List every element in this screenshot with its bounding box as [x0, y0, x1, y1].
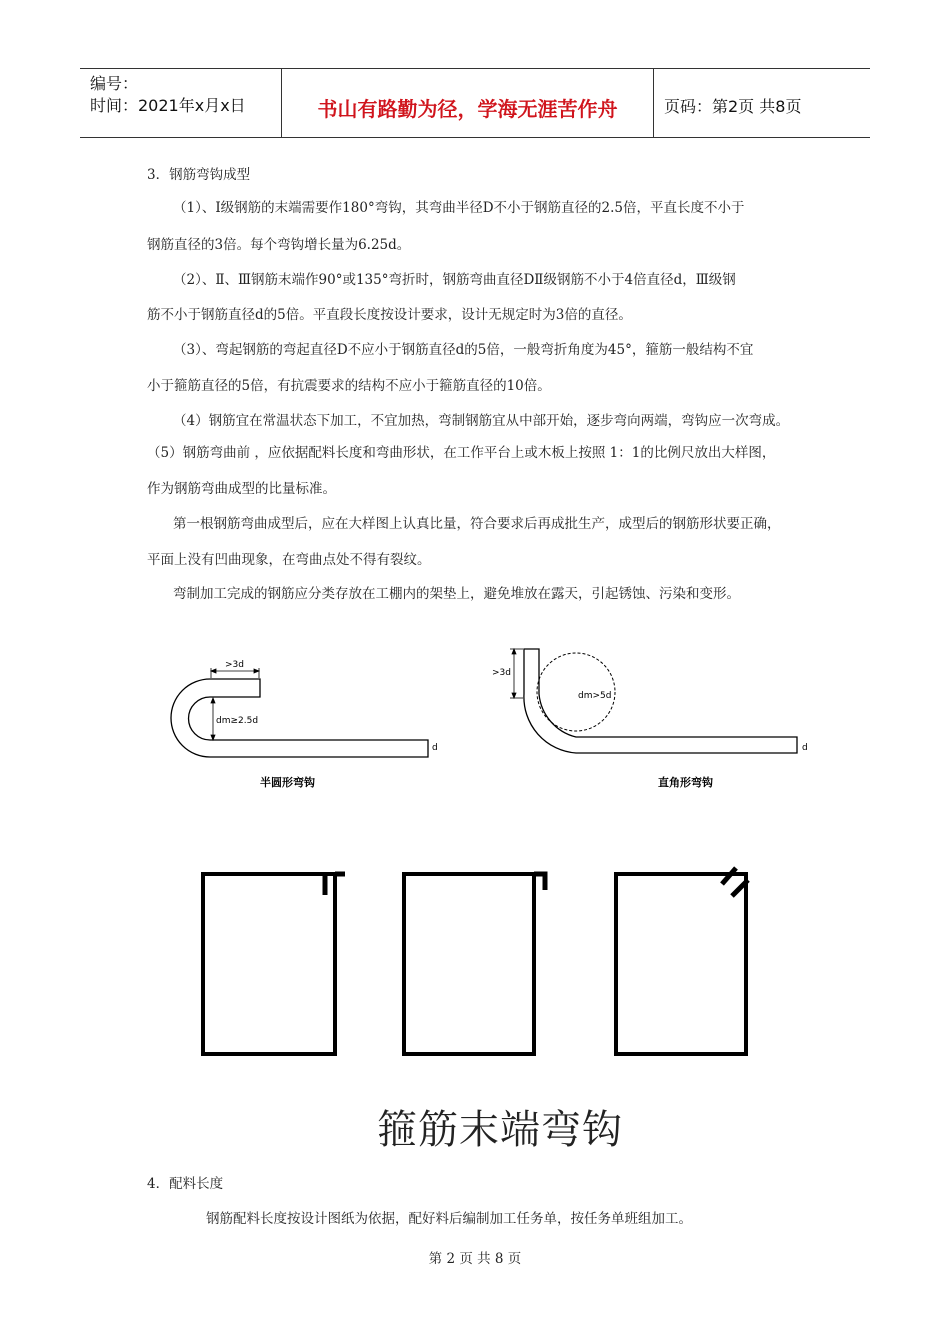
- semicircular-hook-diagram: [170, 660, 460, 800]
- hook2-caption: 直角形弯钩: [658, 776, 713, 789]
- hook1-diameter-label: d: [432, 743, 438, 753]
- paragraph-5-line-2: 作为钢筋弯曲成型的比量标准。: [147, 481, 336, 497]
- stirrup-1: [203, 874, 335, 1054]
- paragraph-1-line-1: （1）、Ⅰ级钢筋的末端需要作180°弯钩，其弯曲半径D不小于钢筋直径的2.5倍，平直长度不小于: [173, 200, 745, 216]
- hook2-diameter-label: dm>5d: [578, 691, 612, 701]
- header-motto-cell: [282, 69, 654, 137]
- hook1-caption: 半圆形弯钩: [260, 776, 315, 789]
- paragraph-3-line-2: 小于箍筋直径的5倍，有抗震要求的结构不应小于箍筋直径的10倍。: [147, 378, 551, 394]
- motto: 书山有路勤为径，学海无涯苦作舟: [317, 97, 618, 121]
- paragraph-6-line-2: 平面上没有凹曲现象，在弯曲点处不得有裂纹。: [147, 552, 431, 568]
- paragraph-3-line-1: （3）、弯起钢筋的弯起直径D不应小于钢筋直径d的5倍，一般弯折角度为45°，箍筋一般结构不宜: [173, 342, 754, 358]
- stirrup-3: [616, 874, 746, 1054]
- hook1-radius-label: dm≥2.5d: [216, 716, 259, 726]
- hook2-end-label: d: [802, 743, 808, 753]
- paragraph-4: （4）钢筋宜在常温状态下加工，不宜加热，弯制钢筋宜从中部开始，逐步弯向两端，弯钩应一次弯成。: [173, 413, 790, 429]
- header-meta-cell: [80, 69, 282, 137]
- page-info: 页码：第2页 共8页: [664, 97, 802, 116]
- right-angle-hook-diagram: [490, 640, 820, 800]
- serial-label: 编号：: [90, 74, 139, 93]
- page-header: [80, 68, 870, 138]
- stirrup-hook-diagrams: [195, 860, 765, 1070]
- hook2-length-label: >3d: [492, 668, 511, 678]
- page-footer: 第 2 页 共 8 页: [428, 1251, 522, 1267]
- stirrup-figure-title: 箍筋末端弯钩: [377, 1107, 623, 1153]
- hook1-length-label: >3d: [225, 660, 244, 670]
- paragraph-5-line-1: （5）钢筋弯曲前 ，应依据配料长度和弯曲形状，在工作平台上或木板上按照 1：1的比例尺放出大样图，: [147, 445, 776, 461]
- paragraph-6-line-1: 第一根钢筋弯曲成型后，应在大样图上认真比量，符合要求后再成批生产，成型后的钢筋形状要正确，: [173, 516, 781, 532]
- section-3-heading: 3．钢筋弯钩成型: [147, 167, 251, 183]
- header-page-cell: [654, 69, 870, 137]
- paragraph-7: 弯制加工完成的钢筋应分类存放在工棚内的架垫上，避免堆放在露天，引起锈蚀、污染和变形。: [173, 586, 740, 602]
- paragraph-2-line-2: 筋不小于钢筋直径d的5倍。平直段长度按设计要求，设计无规定时为3倍的直径。: [147, 307, 632, 323]
- paragraph-2-line-1: （2）、Ⅱ、Ⅲ钢筋末端作90°或135°弯折时，钢筋弯曲直径DⅡ级钢筋不小于4倍直径d，Ⅲ级钢: [173, 272, 736, 288]
- section-4-paragraph: 钢筋配料长度按设计图纸为依据，配好料后编制加工任务单，按任务单班组加工。: [206, 1211, 692, 1227]
- stirrup-2: [404, 874, 534, 1054]
- paragraph-1-line-2: 钢筋直径的3倍。每个弯钩增长量为6.25d。: [147, 237, 411, 253]
- section-4-heading: 4．配料长度: [147, 1176, 224, 1192]
- date-label: 时间：2021年x月x日: [90, 96, 246, 115]
